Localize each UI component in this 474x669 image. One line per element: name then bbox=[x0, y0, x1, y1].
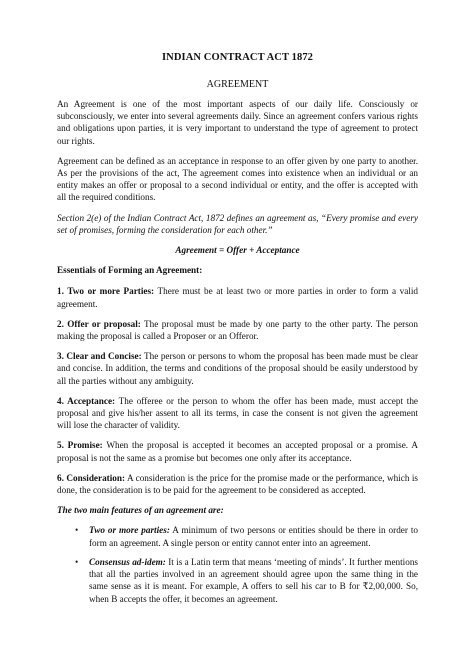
feature-item bbox=[75, 556, 418, 605]
essential-item bbox=[57, 285, 418, 309]
document-subtitle: AGREEMENT bbox=[206, 79, 269, 90]
essential-item bbox=[57, 395, 418, 432]
essential-item bbox=[57, 472, 418, 496]
feature-text: A minimum of two persons or entities should be there in order to form an agreement. A single person or entity cannot enter into an agreement. bbox=[89, 525, 418, 548]
agreement-formula: Agreement = Offer + Acceptance bbox=[175, 245, 300, 256]
feature-text: It is a Latin term that means ‘meeting of minds’. It further mentions that all the parties involved in an agreement should agree upon the same thing in the same sense as it is meant. For example, A offers to sell his car to B for ₹2,00,000. So, when B accepts the offer, it becomes an agreement. bbox=[89, 556, 418, 604]
bullet-icon: • bbox=[75, 525, 79, 536]
section-quote-paragraph: Section 2(e) of the Indian Contract Act, 1872 defines an agreement as, “Every promise and every set of promises, forming the consideration for each other.” bbox=[57, 212, 418, 235]
essential-text: A consideration is the price for the promise made or the performance, which is done, the consideration is to be paid for the agreement to be considered as accepted. bbox=[57, 472, 418, 496]
essential-label: 2. Offer or proposal: bbox=[57, 318, 141, 329]
essential-text: There must be at least two or more parties in order to form a valid agreement. bbox=[57, 286, 418, 309]
feature-label: Consensus ad-idem: bbox=[89, 556, 166, 567]
essential-item bbox=[57, 439, 418, 463]
features-list bbox=[57, 524, 418, 604]
essential-label: 4. Acceptance: bbox=[57, 395, 116, 406]
essential-text: The person or persons to whom the proposal has been made must be clear and concise. In addition, the terms and conditions of the proposal should be easily understood by all the parties without any ambiguity. bbox=[57, 351, 419, 386]
essential-label: 1. Two or more Parties: bbox=[57, 286, 155, 297]
essential-item bbox=[57, 318, 418, 342]
essential-label: 6. Consideration: bbox=[57, 472, 126, 483]
bullet-icon: • bbox=[75, 556, 79, 567]
definition-paragraph: Agreement can be defined as an acceptance in response to an offer given by one party to another. As per the provisions of the act, The agreement comes into existence when an individual or an entity makes an offer or proposal to a second individual or entity, and the offer is accepted with all the required conditions. bbox=[57, 155, 418, 203]
essential-text: When the proposal is accepted it becomes an accepted proposal or a promise. A proposal is not the same as a promise but becomes one only after its acceptance. bbox=[57, 440, 418, 463]
document-title: INDIAN CONTRACT ACT 1872 bbox=[161, 52, 314, 63]
feature-label: Two or more parties: bbox=[89, 525, 170, 536]
essential-text: The proposal must be made by one party to the other party. The person making the proposal is called a Proposer or an Offeror. bbox=[57, 318, 418, 342]
essential-label: 5. Promise: bbox=[57, 440, 103, 451]
intro-paragraph: An Agreement is one of the most important aspects of our daily life. Consciously or subconsciously, we enter into several agreements daily. Since an agreement confers various rights and obligations upon parties, it is very important to understand the type of agreement to protect our rights. bbox=[57, 99, 418, 146]
essential-label: 3. Clear and Concise: bbox=[57, 351, 142, 362]
essential-item bbox=[57, 350, 418, 387]
essentials-list bbox=[57, 285, 418, 496]
features-heading: The two main features of an agreement are: bbox=[57, 505, 224, 516]
essentials-heading: Essentials of Forming an Agreement: bbox=[57, 265, 203, 276]
feature-item bbox=[75, 524, 418, 548]
essential-text: The offeree or the person to whom the offer has been made, must accept the proposal and give his/her assent to all its terms, in case the consent is not given the agreement will lose the character of validity. bbox=[57, 395, 418, 431]
